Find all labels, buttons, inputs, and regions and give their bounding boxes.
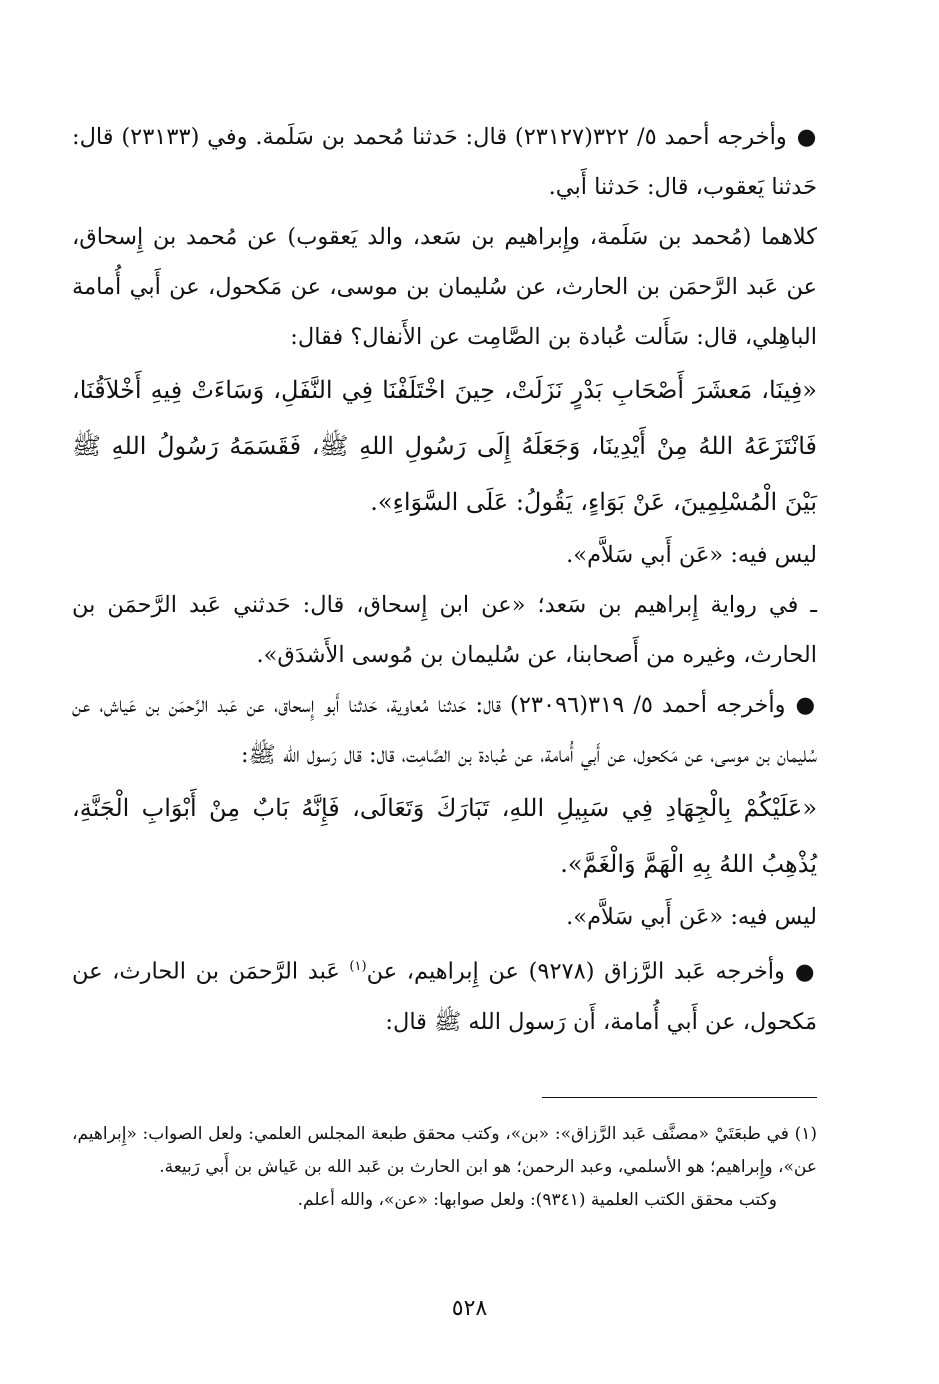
paragraph-9 bbox=[72, 942, 817, 1047]
footnotes bbox=[72, 1118, 817, 1217]
paragraph-text: «عَلَيْكُمْ بِالْجِهَادِ فِي سَبِيلِ اللهِ، تَبَارَكَ وَتَعَالَى، فَإِنَّهُ بَابٌ مِنْ أَبْوَابِ الْجَنَّةِ، يُذْهِبُ اللهُ بِهِ الْهَمَّ وَالْغَمَّ». bbox=[72, 794, 817, 878]
bullet-marker: ● bbox=[794, 958, 817, 985]
paragraph-text: ـ في رواية إِبراهيم بن سَعد؛ «عن ابن إِسحاق، قال: حَدثني عَبد الرَّحمَن بن الحارث، وغيره من أَصحابنا، عن سُليمان بن مُوسى الأَشدَق». bbox=[72, 592, 817, 668]
hadith-text-2 bbox=[72, 780, 817, 892]
footnote-divider bbox=[542, 1097, 817, 1098]
paragraph-text: وأخرجه أحمد ٥/ ٣٢٢(٢٣١٢٧) قال: حَدثنا مُحمد بن سَلَمة. وفي (٢٣١٣٣) قال: حَدثنا يَعقوب، قال: حَدثنا أَبي. bbox=[72, 124, 817, 200]
paragraph-text: وأخرجه أحمد ٥/ ٣١٩(٢٣٠٩٦) قال: حَدثنا مُعاوية، حَدثنا أَبو إِسحاق، عن عَبد الرَّحمَن بن عَياش، عن سُليمان بن موسى، عن مَكحول، عن أَبي أُمامة، عن عُبادة بن الصَّامِت، قال: قال رَسول الله ﷺ: bbox=[72, 692, 817, 768]
hadith-text-1 bbox=[72, 362, 817, 530]
footnote-1: (١) في طبعَتَيْ «مصنَّف عَبد الرَّزاق»: «بن»، وكتب محقق طبعة المجلس العلمي: ولعل الصواب: «إِبراهيم، عن»، وإِبراهيم؛ هو الأسلمي، وعبد الرحمن؛ هو ابن الحارث بن عَبد الله بن عَياش بن أَبي رَبيعة. bbox=[72, 1124, 817, 1177]
paragraph-4 bbox=[72, 530, 817, 580]
paragraph-text: «فِينَا، مَعشَرَ أَصْحَابِ بَدْرٍ نَزَلَتْ، حِينَ اخْتَلَفْنَا فِي النَّفَلِ، وَسَاءَتْ فِيهِ أَخْلاَقُنَا، فَانْتَزَعَهُ اللهُ مِنْ أَيْدِينَا، وَجَعَلَهُ إِلَى رَسُولِ اللهِ ﷺ، فَقَسَمَهُ رَسُولُ اللهِ ﷺ بَيْنَ الْمُسْلِمِينَ، عَنْ بَوَاءٍ، يَقُولُ: عَلَى السَّوَاءِ». bbox=[72, 376, 817, 516]
main-text bbox=[72, 112, 817, 1047]
paragraph-text: كلاهما (مُحمد بن سَلَمة، وإِبراهيم بن سَعد، والد يَعقوب) عن مُحمد بن إِسحاق، عن عَبد الرَّحمَن بن الحارث، عن سُليمان بن موسى، عن مَكحول، عن أَبي أُمامة الباهِلي، قال: سَأَلت عُبادة بن الصَّامِت عن الأَنفال؟ فقال: bbox=[72, 224, 817, 350]
paragraph-text: ليس فيه: «عَن أَبي سَلاَّم». bbox=[566, 904, 817, 930]
paragraph-2 bbox=[72, 212, 817, 362]
bullet-marker: ● bbox=[796, 124, 817, 150]
paragraph-text: عَبد الرَّحمَن بن الحارث، عن مَكحول، عن أَبي أُمامة، أَن رَسول الله ﷺ قال: bbox=[72, 958, 817, 1035]
paragraph-text: ليس فيه: «عَن أَبي سَلاَّم». bbox=[566, 542, 817, 568]
paragraph-1 bbox=[72, 112, 817, 212]
bullet-marker: ● bbox=[795, 692, 818, 718]
page-number: ٥٢٨ bbox=[451, 1296, 488, 1321]
footnote-reference[interactable]: (١) bbox=[349, 959, 367, 974]
paragraph-8 bbox=[72, 892, 817, 942]
footnote-1-continuation: وكتب محقق الكتب العلمية (٩٣٤١): ولعل صوابها: «عن»، والله أعلم. bbox=[297, 1190, 777, 1210]
paragraph-text: وأخرجه عَبد الرَّزاق (٩٢٧٨) عن إِبراهيم، عن bbox=[366, 958, 785, 985]
paragraph-6 bbox=[72, 680, 817, 780]
paragraph-5 bbox=[72, 580, 817, 680]
